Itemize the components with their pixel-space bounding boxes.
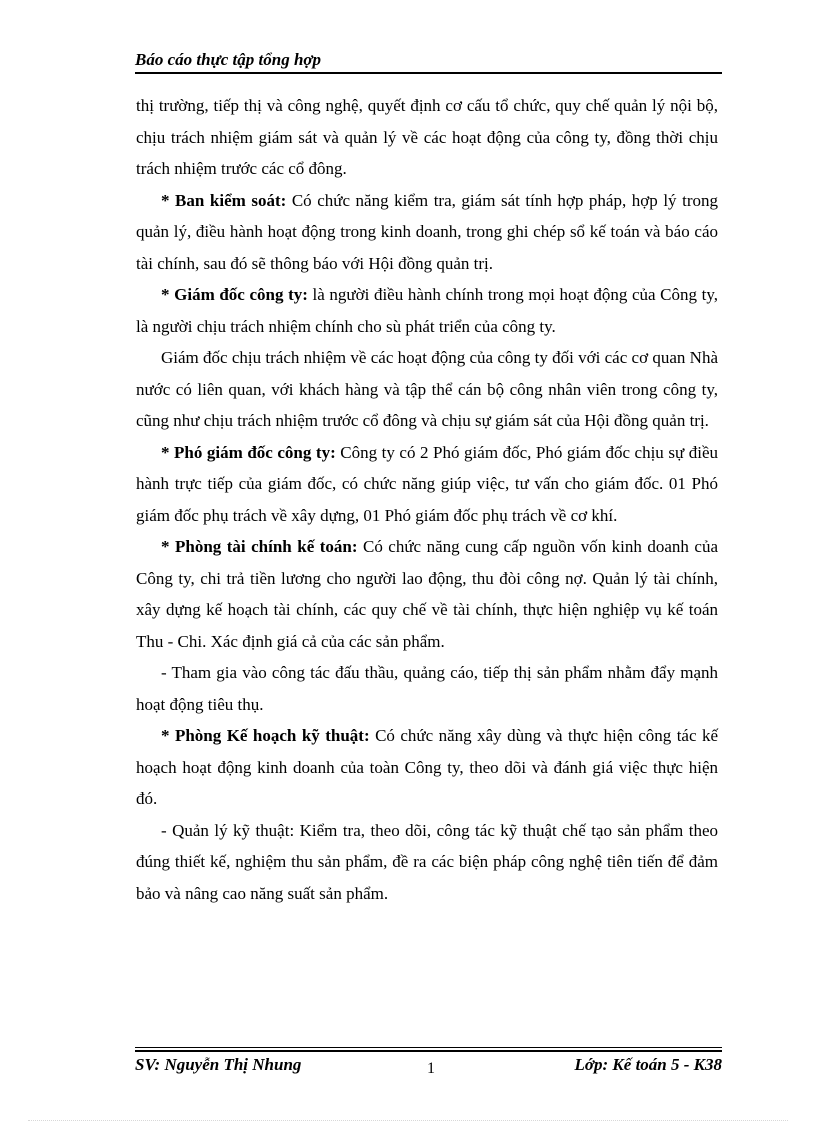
header-title: Báo cáo thực tập tổng hợp: [135, 50, 322, 69]
footer-rule-thick: [135, 1050, 722, 1052]
heading-planning-department: * Phòng Kế hoạch kỹ thuật:: [161, 726, 370, 745]
text-deputy-director: Công ty có 2 Phó giám đốc, Phó giám đốc chịu sự điều hành trực tiếp của giám đốc, có chức năng giúp việc, tư vấn cho giám đốc. 01 Phó giám đốc phụ trách về xây dựng, 01 Phó giám đốc phụ trách về cơ khí.: [136, 442, 718, 525]
footer-student-name: SV: Nguyễn Thị Nhung: [135, 1055, 302, 1074]
header-rule: [135, 72, 722, 74]
text-finance-department: Có chức năng cung cấp nguồn vốn kinh doanh của Công ty, chi trả tiền lương cho người lao động, thu đòi công nợ. Quản lý tài chính, xây dựng kế hoạch tài chính, các quy chế về tài chính, thực hiện nghiệp vụ kế toán Thu - Chi. Xác định giá cả của các sản phẩm.: [136, 537, 718, 651]
text-director: là người điều hành chính trong mọi hoạt động của Công ty, là người chịu trách nhiệm chính cho sù phát triển của công ty.: [136, 285, 718, 336]
page-header: [135, 48, 722, 74]
paragraph-deputy-director: [136, 437, 718, 532]
heading-deputy-director: * Phó giám đốc công ty:: [161, 442, 336, 462]
page-number: 1: [427, 1060, 435, 1077]
heading-director: * Giám đốc công ty:: [161, 285, 308, 304]
footer-rule: [135, 1047, 722, 1048]
paragraph-technical-management: - Quản lý kỹ thuật: Kiểm tra, theo dõi, công tác kỹ thuật chế tạo sản phẩm theo đúng thiết kế, nghiệm thu sản phẩm, đề ra các biện pháp công nghệ tiên tiến để đảm bảo và nâng cao năng suất sản phẩm.: [136, 820, 718, 903]
paragraph-board-duties: thị trường, tiếp thị và công nghệ, quyết định cơ cấu tổ chức, quy chế quản lý nội bộ, chịu trách nhiệm giám sát và quản lý về các hoạt động của công ty, đồng thời chịu trách nhiệm trước các cổ đông.: [136, 96, 718, 178]
text-planning-department: Có chức năng xây dùng và thực hiện công tác kế hoạch hoạt động kinh doanh của toàn Công ty, theo dõi và đánh giá việc thực hiện đó.: [136, 726, 719, 808]
paragraph-director: [136, 279, 718, 342]
footer-class-label: Lớp: Kế toán 5 - K38: [574, 1055, 722, 1074]
paragraph-bidding: - Tham gia vào công tác đấu thầu, quảng cáo, tiếp thị sản phẩm nhằm đẩy mạnh hoạt động tiêu thụ.: [136, 663, 718, 714]
document-body: [136, 90, 718, 909]
paragraph-director-responsibility: Giám đốc chịu trách nhiệm về các hoạt động của công ty đối với các cơ quan Nhà nước có liên quan, với khách hàng và tập thể cán bộ công nhân viên trong công ty, cũng như chịu trách nhiệm trước cổ đông và chịu sự giám sát của Hội đồng quản trị.: [136, 348, 718, 430]
paragraph-finance-department: [136, 531, 718, 657]
text-supervisory-board: Có chức năng kiểm tra, giám sát tính hợp pháp, hợp lý trong quản lý, điều hành hoạt động trong kinh doanh, trong ghi chép sổ kế toán và báo cáo tài chính, sau đó sẽ thông báo với Hội đồng quản trị.: [136, 190, 718, 273]
heading-supervisory-board: * Ban kiểm soát:: [161, 190, 287, 210]
paragraph-planning-department: [136, 720, 718, 815]
page-footer: [135, 1047, 722, 1087]
paragraph-supervisory-board: [136, 185, 718, 280]
page-edge-divider: [28, 1120, 788, 1121]
heading-finance-department: * Phòng tài chính kế toán:: [161, 537, 358, 556]
